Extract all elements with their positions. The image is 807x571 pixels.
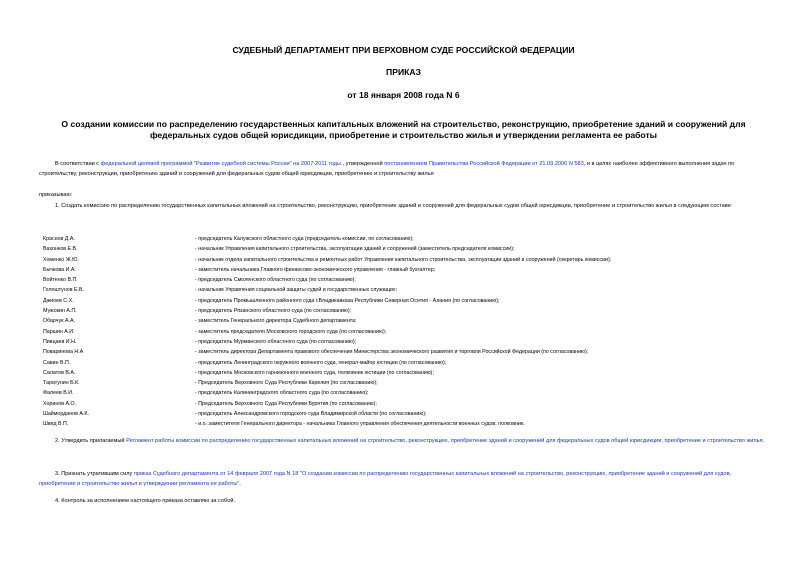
member-row <box>39 285 779 295</box>
doc-subject: О создании комиссии по распределению государственных капитальных вложений на строительство, реконструкцию, приобретение зданий и сооружений для федеральных судов общей юрисдикции, приобретение и строительство жилья и утверждении регламента ее работы <box>61 119 746 140</box>
member-row <box>39 275 779 285</box>
member-row <box>39 234 779 244</box>
member-position: - председатель Калужского областного суда (председатель комиссии, по согласованию); <box>195 236 414 242</box>
item-4-paragraph: 4. Контроль за исполнением настоящего приказа оставляю за собой. <box>55 498 236 504</box>
member-row <box>39 388 779 398</box>
government-decree-link[interactable]: постановлением Правительства Российской Федерации от 21.09.2006 N 583 <box>384 161 584 167</box>
repealed-order-link[interactable]: приказ Судебного департамента от 14 февраля 2007 года N 18 "О создании комиссии по распределению государственных капитальных вложений на строительство, реконструкцию, приобретение зданий и сооружений для судов, приобретение и строительство жилья и утверждении регламента ее работы" <box>39 471 732 487</box>
member-row <box>39 399 779 409</box>
member-row <box>39 358 779 368</box>
member-position: - председатель Рязанского областного суда (по согласованию); <box>195 308 352 315</box>
item-3-text-1: 3. Признать утратившим силу <box>55 471 134 477</box>
intro-paragraph <box>39 160 769 179</box>
member-row <box>39 296 779 306</box>
member-row <box>39 409 779 419</box>
member-name: Вахонков Е.В. <box>43 246 78 253</box>
member-name: Обарчук А.А. <box>43 318 76 325</box>
member-name: Краснов Д.А. <box>43 236 75 242</box>
item-3-text-2: . <box>239 480 241 487</box>
member-name: Салатов В.А. <box>43 369 76 376</box>
item-2-paragraph <box>39 437 769 447</box>
member-row <box>39 378 779 388</box>
intro-text-3: , и в целях наиболее эффективного выполнения задач по строительству, реконструкции, приобретению зданий и сооружений для федеральных судов общей юрисдикции, приобретению и строительству жилья <box>39 161 735 177</box>
member-position: - председатель Промышленного районного суда г.Владикавказа Республики Северная Осетия - Алания (по согласованию); <box>195 297 500 304</box>
member-position: - начальник Управления капитального строительства, эксплуатации зданий и сооружений (заместитель председателя комиссии); <box>195 246 515 253</box>
program-link[interactable]: федеральной целевой программой "Развитие судебной системы России" на 2007-2011 годы <box>100 161 341 167</box>
member-name: Мужокин А.П. <box>43 308 77 315</box>
member-position: - Председатель Верховного Суда Республики Карелия (по согласованию); <box>195 380 378 387</box>
member-name: Хоринов А.О. <box>43 400 77 407</box>
member-name: Швед В.П. <box>43 421 69 428</box>
item-2-text-1: 2. Утвердить прилагаемый <box>55 438 127 444</box>
intro-text-2: , утвержденной <box>340 161 385 167</box>
member-row <box>39 347 779 357</box>
member-position: - заместитель начальника Главного финансово-экономического управления - главный бухгалтер; <box>195 266 436 273</box>
member-position: - председатель Смоленского областного суда (по согласованию); <box>195 277 356 284</box>
member-row <box>39 255 779 265</box>
member-position: - начальник Управления социальной защиты судей и государственных служащих; <box>195 287 398 294</box>
member-row <box>39 419 779 429</box>
member-name: Таратунин Б.К. <box>43 380 80 387</box>
member-position: - Председатель Верховного Суда Республики Бурятия (по согласованию); <box>195 400 377 407</box>
member-position: - председатель Ленинградского окружного военного суда, генерал-майор юстиции (по согласованию); <box>195 359 447 366</box>
doc-type-heading: ПРИКАЗ <box>386 67 421 77</box>
regulation-link[interactable]: Регламент работы комиссии по распределению государственных капитальных вложений на строительство, реконструкцию, приобретение зданий и сооружений для федеральных судов общей юрисдикции, приобретение и строительство жилья <box>126 438 763 444</box>
member-position: - и.о. заместителя Генерального директора - начальника Главного управления обеспечения деятельности военных судов, полковник. <box>195 421 525 428</box>
member-row <box>39 316 779 326</box>
member-position: - заместитель Генерального директора Судебного департамента; <box>195 318 357 325</box>
doc-date: от 18 января 2008 года N 6 <box>347 90 460 100</box>
member-row <box>39 327 779 337</box>
member-row <box>39 306 779 316</box>
member-name: Шайморданов А.К. <box>43 411 89 418</box>
member-name: Джиоев С.Х. <box>43 297 74 304</box>
commission-member-list <box>39 234 779 430</box>
member-name: Пивцаев И.Н. <box>43 338 77 345</box>
member-row <box>39 337 779 347</box>
intro-text-1: В соответствии с <box>55 161 101 167</box>
member-row <box>39 265 779 275</box>
member-position: - заместитель директора Департамента правового обеспечения Министерства экономического развития и торговли Российской Федерации (по согласованию); <box>195 349 589 356</box>
org-heading: СУДЕБНЫЙ ДЕПАРТАМЕНТ ПРИ ВЕРХОВНОМ СУДЕ РОССИЙСКОЙ ФЕДЕРАЦИИ <box>232 45 575 55</box>
member-name: Поваринова Н.А <box>43 349 84 356</box>
member-position: - председатель Калининградского областного суда (по согласованию); <box>195 390 369 397</box>
member-name: Бычкова И.А. <box>43 266 76 273</box>
member-name: Голоштунов Е.В. <box>43 287 84 294</box>
item-2-text-2: . <box>762 438 765 444</box>
member-position: - председатель Александровского городского суда Владимирской области (по согласованию); <box>195 411 427 418</box>
member-position: - председатель Московского гарнизонного военного суда, полковник юстиции (по согласованию); <box>195 369 434 376</box>
member-name: Фалеев В.И. <box>43 390 74 397</box>
member-row <box>39 244 779 254</box>
item-3-paragraph <box>39 470 769 489</box>
order-word: приказываю: <box>39 192 73 198</box>
member-name: Паршин А.И. <box>43 328 75 335</box>
member-name: Савин В.П. <box>43 359 71 366</box>
member-row <box>39 368 779 378</box>
member-name: Хоменко Ж.Ю. <box>43 256 79 263</box>
member-position: - начальник отдела капитального строительства и ремонтных работ Управления капитального строительства, эксплуатации зданий и сооружений (секретарь комиссии); <box>195 256 612 263</box>
item-1-paragraph: 1. Создать комиссию по распределению государственных капитальных вложений на строительство, реконструкцию, приобретение зданий и сооружений для федеральных судов общей юрисдикции, приобретение и строительство жилья в следующем составе: <box>55 203 733 209</box>
member-name: Войтенко В.П. <box>43 277 78 284</box>
member-position: - заместитель председателя Московского городского суда (по согласованию); <box>195 328 387 335</box>
member-position: - председатель Мурманского областного суда (по согласованию); <box>195 338 357 345</box>
